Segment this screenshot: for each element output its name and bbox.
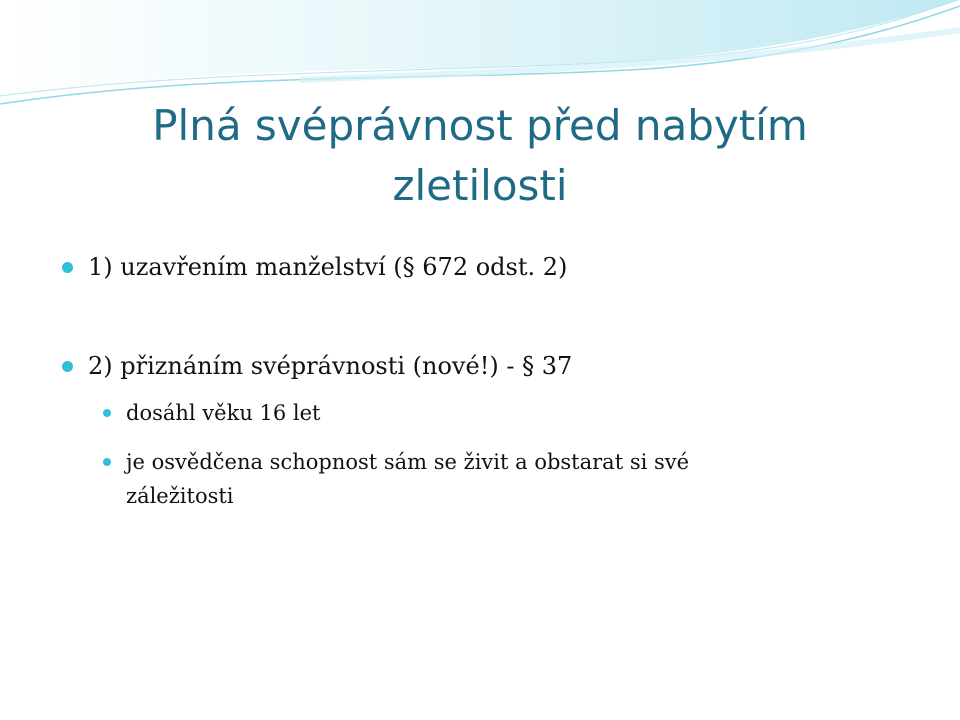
list-item-text: 1) uzavřením manželství (§ 672 odst. 2): [88, 253, 568, 281]
bullet-icon: [103, 458, 111, 466]
bullet-icon: [62, 361, 73, 372]
list-item-text: 2) přiznáním svéprávnosti (nové!) - § 37: [88, 352, 573, 380]
list-item-text: dosáhl věku 16 let: [126, 401, 321, 425]
slide-title-line2: zletilosti: [392, 161, 568, 210]
bullet-icon: [103, 409, 111, 417]
bullet-icon: [62, 262, 73, 273]
list-item-text: je osvědčena schopnost sám se živit a obstarat si své: [126, 450, 690, 474]
list-item-text-continuation: záležitosti: [126, 484, 234, 508]
slide-title-line1: Plná svéprávnost před nabytím: [152, 101, 808, 150]
